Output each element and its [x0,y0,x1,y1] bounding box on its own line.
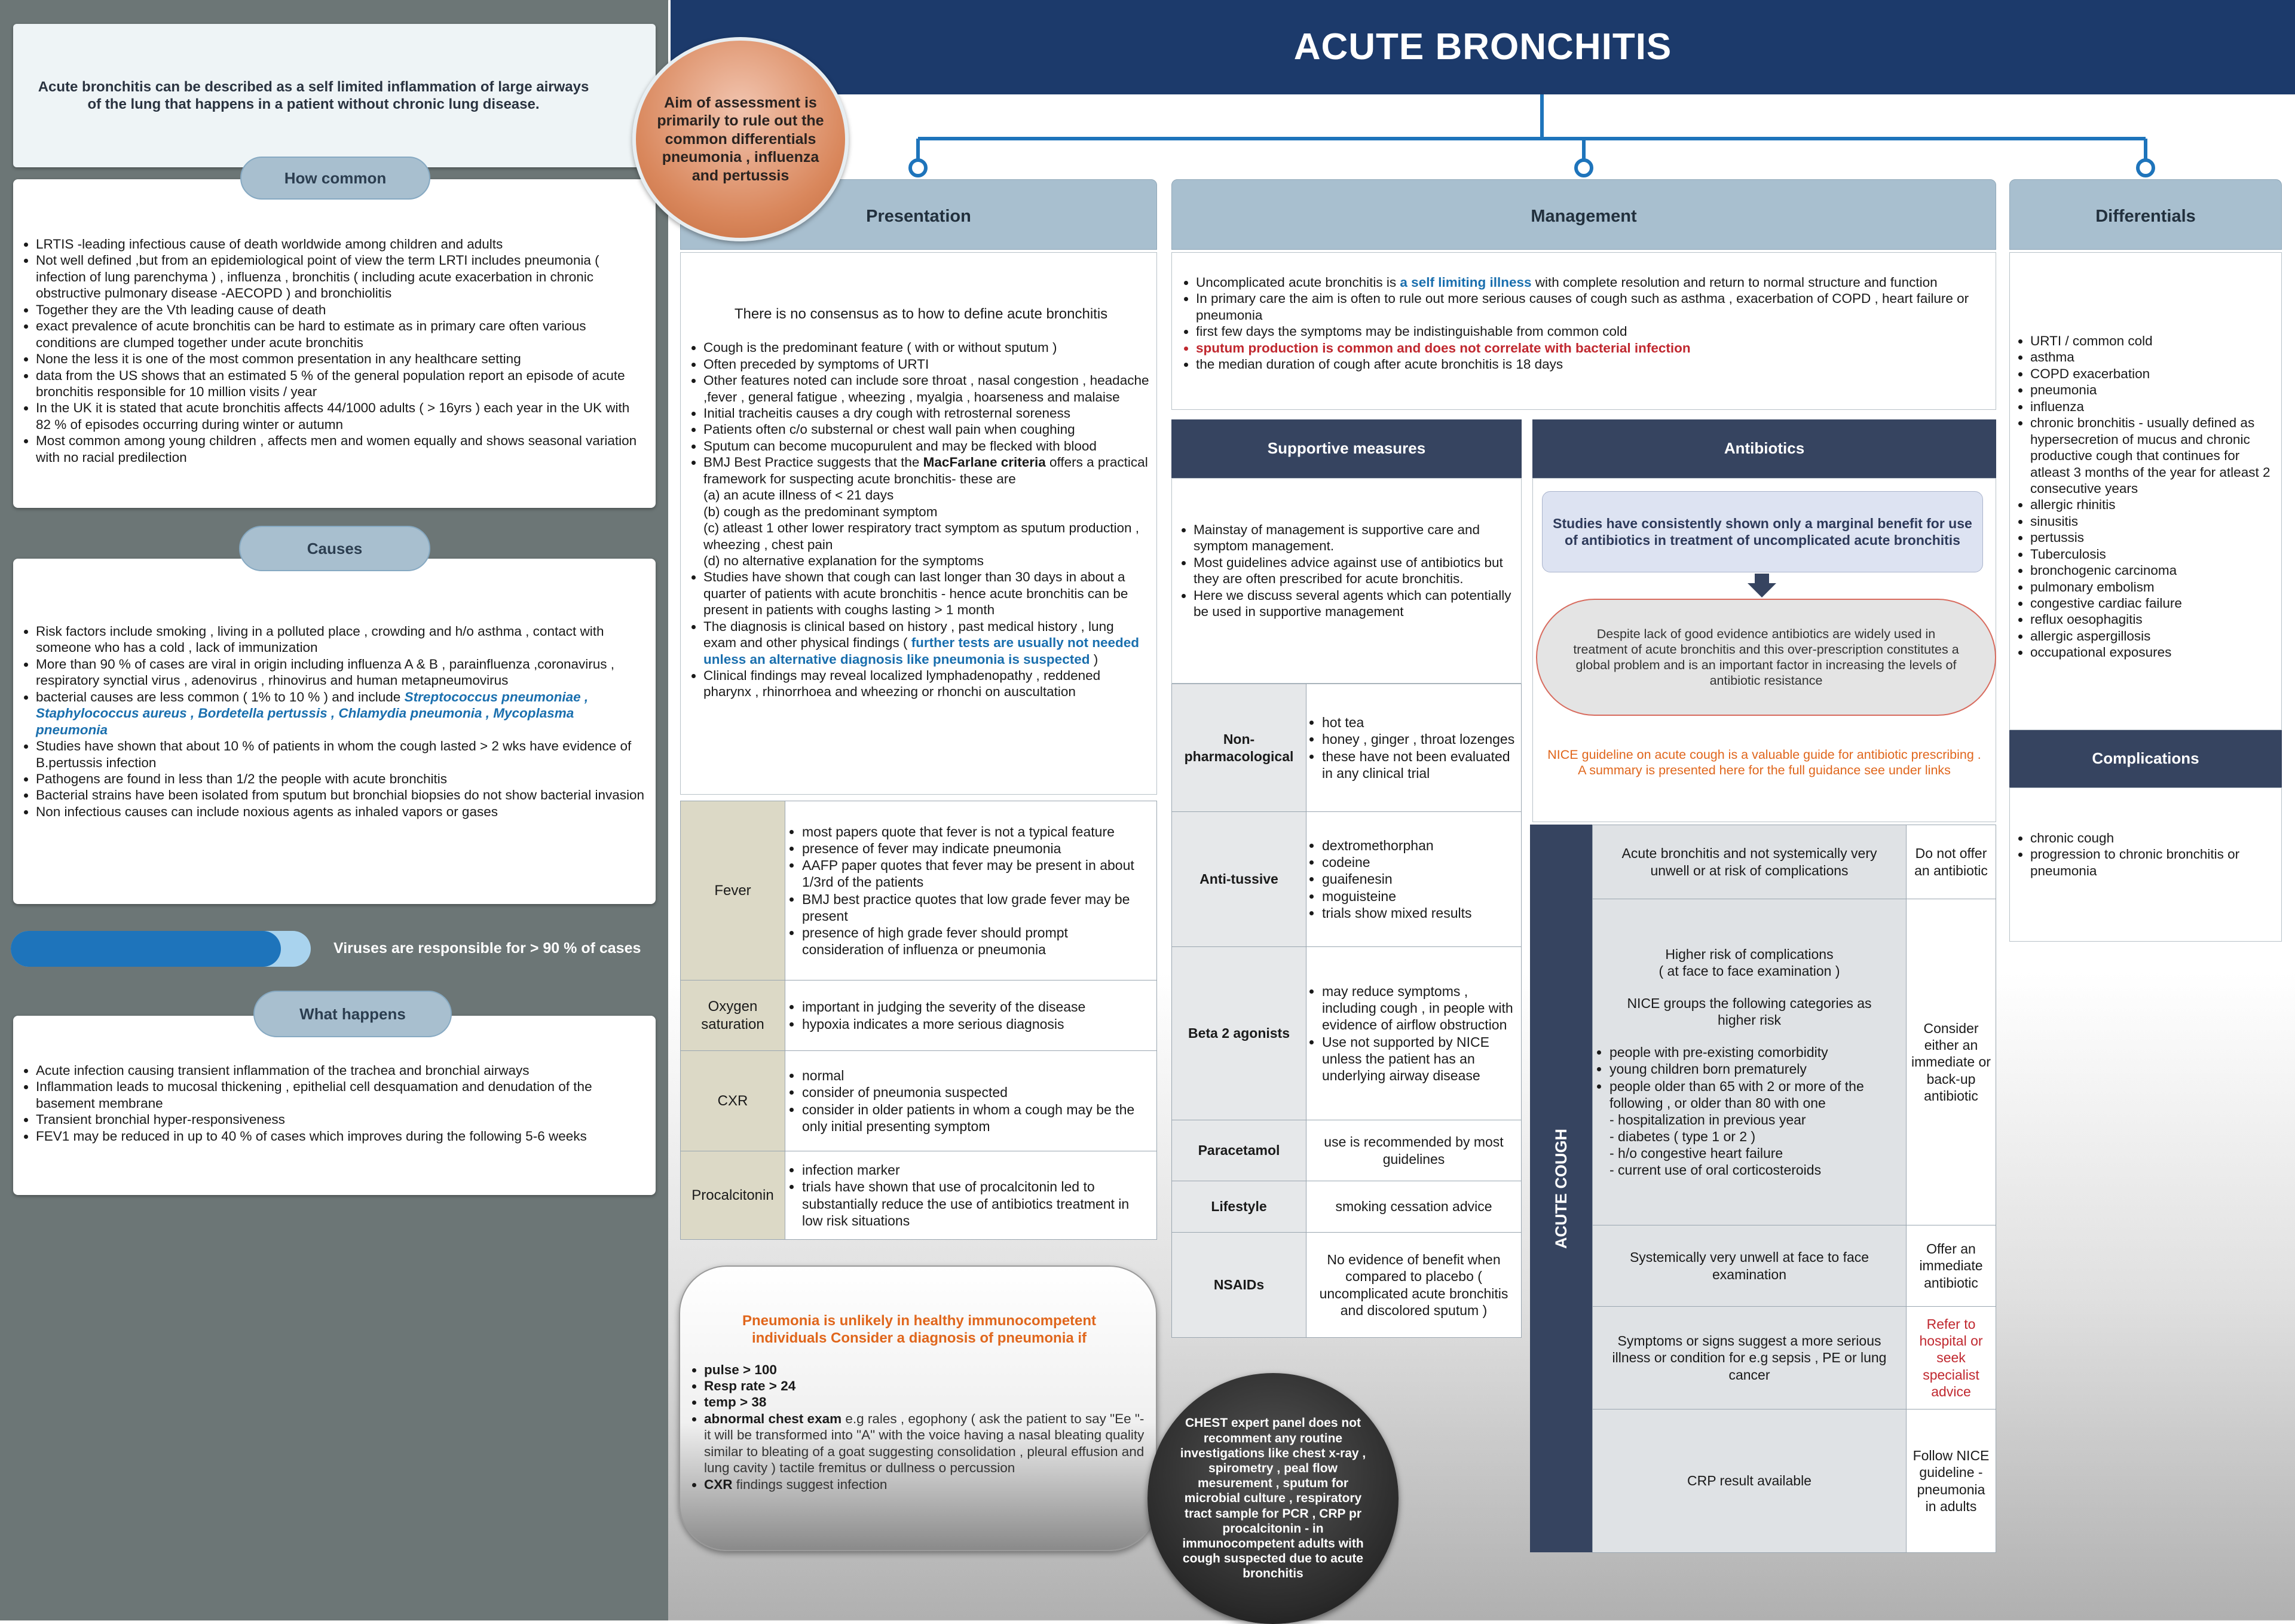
table-row [681,801,1157,980]
row-label: Procalcitonin [681,1151,785,1240]
list-item: • In primary care the aim is often to rule out more serious causes of cough such as asthma , exacerbation of COPD , heart failure or pneumonia [1196,290,1978,323]
list-item: • codeine [1322,854,1516,871]
antibiotics-header: Antibiotics [1532,419,1996,478]
sub-item: - diabetes ( type 1 or 2 ) [1609,1128,1756,1144]
virus-progress-text: Viruses are responsible for > 90 % of cases [333,940,641,957]
complications-header: Complications [2009,730,2282,788]
list-item: • Often preceded by symptoms of URTI [703,356,1149,372]
cough-action: Refer to hospital or seek specialist advice [1907,1307,1996,1409]
list-item: • exact prevalence of acute bronchitis can be hard to estimate as in primary care often various conditions are clumped together under acute bronchitis [36,318,645,351]
list-item: • progression to chronic bronchitis or pneumonia [2030,846,2276,879]
list-item: • trials have shown that use of procalcitonin led to substantially reduce the use of antibiotics treatment in low risk situations [802,1178,1152,1228]
list-item: • presence of high grade fever should prompt consideration of influenza or pneumonia [802,924,1152,958]
cough-condition: CRP result available [1593,1409,1907,1553]
list-item: • Tuberculosis [2030,546,2276,562]
differentials-box [2009,252,2282,730]
list-item: • people with pre-existing comorbidity [1609,1044,1900,1061]
chest-panel-text: CHEST expert panel does not recomment any routine investigations like chest x-ray , spirometry , peal flow mesurement , sputum for microbial culture , respiratory tract sample for PCR , CRP pr procalcitonin - in immunocompetent adults with cough suspected due to acute bronchitis [1180,1416,1366,1581]
row-label: Oxygen saturation [681,980,785,1051]
list-item: • bacterial causes are less common ( 1% to 10 % ) and include Streptococcus pneumoniae , Staphylococcus aureus , Bordetella pertussis , Chlamydia pneumonia , Mycoplasma pneumonia [36,689,645,738]
acute-cough-side [1530,825,1592,1552]
list-item: • More than 90 % of cases are viral in origin including influenza A & B , parainfluenza ,coronavirus , respiratory synctial virus , adenovirus , rhinovirus and human metapneumovirus [36,656,645,689]
causes-box [13,559,656,904]
list-item: • Studies have shown that about 10 % of patients in whom the cough lasted > 2 wks have evidence of B.pertussis infection [36,738,645,771]
cough-condition: Symptoms or signs suggest a more serious illness or condition for e.g sepsis , PE or lung cancer [1593,1307,1907,1409]
list-item: • Sputum can become mucopurulent and may be flecked with blood [703,438,1149,454]
virus-progress-track [11,931,311,967]
complications-box [2009,788,2282,942]
list-item: • the median duration of cough after acute bronchitis is 18 days [1196,356,1978,372]
table-row [1172,684,1522,812]
row-label: Fever [681,801,785,980]
list-item: • Use not supported by NICE unless the patient has an underlying airway disease [1322,1034,1516,1084]
cough-condition: Systemically very unwell at face to face examination [1593,1225,1907,1307]
list-item: • Pathogens are found in less than 1/2 the people with acute bronchitis [36,771,645,787]
list-item: • Transient bronchial hyper-responsiveness [36,1111,645,1127]
row-text: smoking cessation advice [1306,1181,1522,1233]
cough-action: Consider either an immediate or back-up antibiotic [1907,899,1996,1225]
list-item: • may reduce symptoms , including cough , in people with evidence of airflow obstruction [1322,983,1516,1033]
table-row: Higher risk of complications ( at face to face examination ) NICE groups the following categories as higher risk • people with pre-existing comorbidity • young children born prematurely • people older than 65 with 2 or more of the following , or older than 80 with one - hospitalization in previous year - diabetes ( type 1 or 2 ) - h/o congestive heart failure - current use of oral corticosteroids Consider either an immediate or back-up antibiotic [1593,899,1996,1225]
list-item: • Here we discuss several agents which can potentially be used in supportive management [1194,587,1515,620]
list-item: • FEV1 may be reduced in up to 40 % of cases which improves during the following 5-6 weeks [36,1128,645,1144]
bacteria-names: Streptococcus pneumoniae , Staphylococcus aureus , Bordetella pertussis , Chlamydia pneumonia , Mycoplasma pneumonia [36,689,589,737]
sub-item: - h/o congestive heart failure [1609,1145,1783,1161]
criteria-d: (d) no alternative explanation for the symptoms [703,553,984,568]
causes-list [25,623,645,820]
list-item: • Together they are the Vth leading cause of death [36,302,645,318]
row-label: Anti-tussive [1172,812,1306,947]
how-common-label: How common [240,157,430,200]
management-header: Management [1171,179,1996,250]
cough-action: Do not offer an antibiotic [1907,825,1996,899]
list-item: • presence of fever may indicate pneumonia [802,840,1152,857]
criteria-a: (a) an acute illness of < 21 days [703,488,894,503]
what-happens-label: What happens [253,991,452,1037]
list-item: • sinusitis [2030,513,2276,529]
criteria-c: (c) atleast 1 other lower respiratory tract symptom as sputum production , wheezing , chest pain [703,520,1140,552]
list-item: • these have not been evaluated in any clinical trial [1322,748,1516,782]
table-row [681,1051,1157,1151]
table-row [1172,812,1522,947]
list-item: • pneumonia [2030,382,2276,398]
complications-list [2019,830,2276,879]
sub-item: - hospitalization in previous year [1609,1111,1806,1127]
list-item: • COPD exacerbation [2030,366,2276,382]
presentation-header: Presentation [680,179,1157,250]
list-item: • temp > 38 [704,1394,1145,1410]
presentation-table [680,801,1157,1240]
list-item: • Most common among young children , affects men and women equally and shows seasonal variation with no racial predilection [36,433,645,465]
cough-higher-risk: Higher risk of complications [1665,946,1834,963]
cough-action: Follow NICE guideline - pneumonia in adults [1907,1409,1996,1553]
list-item: • Other features noted can include sore throat , nasal congestion , headache ,fever , general fatigue , wheezing , myalgia , hoarseness and malaise [703,372,1149,405]
management-list [1185,274,1978,373]
chest-panel-circle [1148,1373,1399,1624]
aim-circle [632,37,849,241]
list-item: • allergic aspergillosis [2030,628,2276,644]
table-row [1593,1225,1996,1307]
list-item: • Mainstay of management is supportive care and symptom management. [1194,522,1515,554]
list-item: • Clinical findings may reveal localized lymphadenopathy , reddened pharynx , rhinorrhoea and wheezing or rhonchi on auscultation [703,667,1149,700]
what-happens-list [25,1062,645,1144]
acute-cough-table [1592,825,1996,1553]
sub-item: - current use of oral corticosteroids [1609,1162,1822,1178]
list-item: • Bacterial strains have been isolated from sputum but bronchial biopsies do not show bacterial invasion [36,787,645,803]
list-item: • Resp rate > 24 [704,1378,1145,1394]
list-item: • In the UK it is stated that acute bronchitis affects 44/1000 adults ( > 16yrs ) each year in the UK with 82 % of episodes occurring during winter or autumn [36,400,645,433]
supportive-box [1171,478,1522,684]
table-row [1593,1307,1996,1409]
how-common-box [13,179,656,508]
what-happens-box [13,1016,656,1195]
acute-cough-label: ACUTE COUGH [1552,1128,1570,1249]
list-item: • pertussis [2030,529,2276,546]
row-text: use is recommended by most guidelines [1306,1120,1522,1181]
antibiotics-nice: NICE guideline on acute cough is a valuable guide for antibiotic prescribing . A summary is presented here for the full guidance see under links [1547,747,1981,778]
list-item: • congestive cardiac failure [2030,595,2276,611]
list-item: • Risk factors include smoking , living in a polluted place , crowding and h/o asthma , contact with someone who has a cold , lack of immunization [36,623,645,656]
list-item: • chronic bronchitis - usually defined as hypersecretion of mucus and chronic productive cough that continues for atleast 3 months of the year for atleast 2 consecutive years [2030,415,2276,497]
table-row [1172,1181,1522,1233]
presentation-box [680,252,1157,795]
list-item: • Not well defined ,but from an epidemiological point of view the term LRTI includes pneumonia ( infection of lung parenchyma ) , influenza , bronchitis ( including acute exacerbation in chronic obstructive pulmonary disease -AECOPD ) and bronchiolitis [36,252,645,301]
cough-condition: Acute bronchitis and not systemically very unwell or at risk of complications [1593,825,1907,899]
list-item: • Inflammation leads to mucosal thickening , epithelial cell desquamation and denudation of the basement membrane [36,1078,645,1111]
list-item: • Initial tracheitis causes a dry cough with retrosternal soreness [703,405,1149,421]
list-item: • trials show mixed results [1322,905,1516,921]
row-label: NSAIDs [1172,1233,1306,1338]
list-item: • Acute infection causing transient inflammation of the trachea and bronchial airways [36,1062,645,1078]
row-label: Paracetamol [1172,1120,1306,1181]
list-item: • Cough is the predominant feature ( with or without sputum ) [703,339,1149,356]
differentials-list [2019,333,2276,661]
how-common-list [25,236,645,465]
list-item: • consider in older patients in whom a cough may be the only initial presenting symptom [802,1101,1152,1135]
list-item: • young children born prematurely [1609,1061,1900,1077]
definition-text: Acute bronchitis can be described as a self limited inflammation of large airways of the lung that happens in a patient without chronic lung disease. [38,78,589,112]
list-item: • guaifenesin [1322,871,1516,887]
list-item: • URTI / common cold [2030,333,2276,349]
list-item: • The diagnosis is clinical based on history , past medical history , lung exam and other physical findings ( further tests are usually not needed unless an alternative diagnosis like pneumonia is suspected ) [703,618,1149,667]
list-item: • honey , ginger , throat lozenges [1322,731,1516,747]
list-item: • asthma [2030,349,2276,365]
cough-action: Offer an immediate antibiotic [1907,1225,1996,1307]
list-item: • first few days the symptoms may be indistinguishable from common cold [1196,323,1978,339]
list-item: • chronic cough [2030,830,2276,846]
pneumonia-list [693,1362,1145,1493]
pneumonia-box [679,1266,1157,1551]
management-box [1171,252,1996,410]
list-item: • BMJ best practice quotes that low grade fever may be present [802,891,1152,924]
presentation-intro: There is no consensus as to how to define acute bronchitis [734,306,1108,322]
presentation-list [693,339,1149,700]
supportive-table [1171,684,1522,1338]
row-label: Lifestyle [1172,1181,1306,1233]
table-row [1172,1233,1522,1338]
list-item: • important in judging the severity of the disease [802,998,1152,1015]
differentials-header: Differentials [2009,179,2282,250]
list-item: • people older than 65 with 2 or more of the following , or older than 80 with one [1609,1078,1900,1111]
list-item: • pulse > 100 [704,1362,1145,1378]
list-item: • CXR findings suggest infection [704,1476,1145,1493]
row-label: Non-pharmacological [1172,684,1306,812]
list-item: • occupational exposures [2030,644,2276,660]
list-item: • consider of pneumonia suspected [802,1084,1152,1101]
list-item: • abnormal chest exam e.g rales , egophony ( ask the patient to say "Ee "- it will be transformed into "A" with the voice having a nasal bleating quality similar to bleating of a goat suggesting consolidation , pleural effusion and lung cavity ) tactile fremitus or dullness o percussion [704,1411,1145,1476]
list-item: • Studies have shown that cough can last longer than 30 days in about a quarter of patients with acute bronchitis - hence acute bronchitis can be present in patients with coughs lasting > 1 month [703,569,1149,618]
table-row [1172,947,1522,1120]
table-row [1593,1409,1996,1553]
supportive-list [1183,522,1515,620]
list-item: • LRTIS -leading infectious cause of death worldwide among children and adults [36,236,645,252]
list-item: • influenza [2030,399,2276,415]
list-item: • infection marker [802,1162,1152,1178]
list-item: • Most guidelines advice against use of antibiotics but they are often prescribed for acute bronchitis. [1194,554,1515,587]
virus-progress-fill [11,931,281,967]
arrow-down-icon [1748,574,1776,599]
list-item: • Non infectious causes can include noxious agents as inhaled vapors or gases [36,804,645,820]
list-item: • data from the US shows that an estimated 5 % of the general population report an episode of acute bronchitis responsible for 10 million visits / year [36,367,645,400]
list-item: • Patients often c/o substernal or chest wall pain when coughing [703,421,1149,437]
list-item: • hot tea [1322,714,1516,731]
criteria-b: (b) cough as the predominant symptom [703,504,938,519]
list-item: • None the less it is one of the most common presentation in any healthcare setting [36,351,645,367]
row-label: Beta 2 agonists [1172,947,1306,1120]
aim-text: Aim of assessment is primarily to rule out the common differentials pneumonia , influenza and pertussis [657,94,824,184]
list-item: • dextromethorphan [1322,837,1516,854]
antibiotics-despite: Despite lack of good evidence antibiotics are widely used in treatment of acute bronchitis and this over-prescription constitutes a global problem and is an important factor in increasing the levels of antibiotic resistance [1536,599,1996,716]
table-row [681,1151,1157,1240]
antibiotics-studies: Studies have consistently shown only a marginal benefit for use of antibiotics in treatment of uncomplicated acute bronchitis [1542,491,1983,572]
pneumonia-title: Pneumonia is unlikely in healthy immunocompetent individuals Consider a diagnosis of pneumonia if [742,1313,1097,1347]
row-label: CXR [681,1051,785,1151]
list-item: • bronchogenic carcinoma [2030,562,2276,578]
list-item: • normal [802,1067,1152,1084]
table-row [681,980,1157,1051]
table-row [1593,825,1996,899]
list-item: • hypoxia indicates a more serious diagnosis [802,1016,1152,1032]
list-item: • AAFP paper quotes that fever may be present in about 1/3rd of the patients [802,857,1152,890]
page-title: ACUTE BRONCHITIS [1293,26,1672,68]
connector-lines [0,0,2295,179]
supportive-header: Supportive measures [1171,419,1522,478]
list-item: • sputum production is common and does not correlate with bacterial infection [1196,340,1978,356]
table-row [1172,1120,1522,1181]
list-item: • Uncomplicated acute bronchitis is a self limiting illness with complete resolution and return to normal structure and function [1196,274,1978,290]
list-item: • most papers quote that fever is not a typical feature [802,823,1152,840]
list-item: • pulmonary embolism [2030,579,2276,595]
list-item: • allergic rhinitis [2030,497,2276,513]
causes-label: Causes [239,526,430,571]
list-item: • reflux oesophagitis [2030,611,2276,627]
list-item: • moguisteine [1322,888,1516,905]
row-text: No evidence of benefit when compared to placebo ( uncomplicated acute bronchitis and discolored sputum ) [1306,1233,1522,1338]
list-item: • BMJ Best Practice suggests that the MacFarlane criteria offers a practical framework for suspecting acute bronchitis- these are (a) an acute illness of < 21 days (b) cough as the predominant symptom (c) atleast 1 other lower respiratory tract symptom as sputum production , wheezing , chest pain (d) no alternative explanation for the symptoms [703,454,1149,569]
